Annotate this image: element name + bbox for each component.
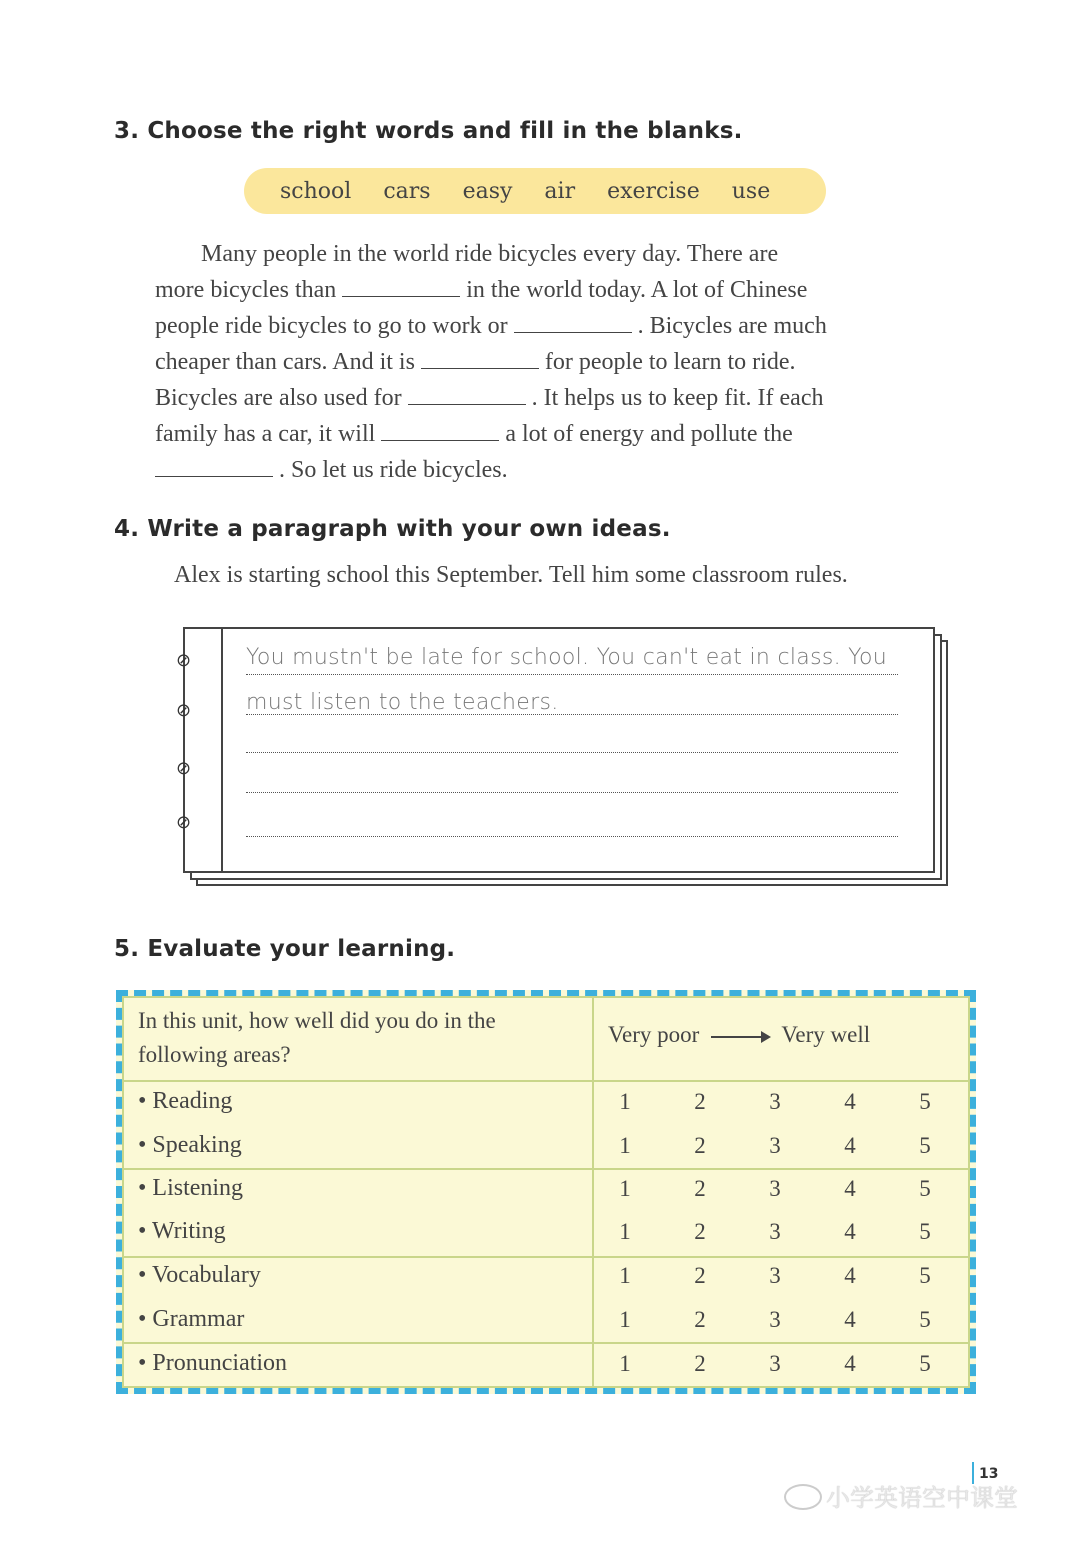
ring-icon: ⊘ [176,758,192,779]
rating-option[interactable]: 1 [619,1307,631,1332]
area-label: • Pronunciation [138,1350,288,1376]
rating-option[interactable]: 3 [769,1219,781,1244]
ring-icon: ⊘ [176,700,192,721]
cloze-text: . It helps us to keep fit. If each [531,385,824,411]
writing-line[interactable] [246,714,898,715]
table-divider [122,1080,970,1082]
answer-text-line-1: You mustn't be late for school. You can't eat in class. You [246,645,887,670]
rating-option[interactable]: 1 [619,1219,631,1244]
rating-option[interactable]: 3 [769,1351,781,1376]
writing-line[interactable] [246,674,898,675]
section3-heading: 3. Choose the right words and fill in the blanks. [114,118,743,144]
arrow-right-icon [711,1036,769,1038]
ring-icon: ⊘ [176,812,192,833]
answer-text-line-2: must listen to the teachers. [246,690,559,715]
rating-row [610,1219,940,1245]
rating-option[interactable]: 1 [619,1176,631,1201]
page-number: 13 [972,1462,998,1484]
rating-option[interactable]: 3 [769,1133,781,1158]
evaluation-question: In this unit, how well did you do in the following areas? [138,1008,496,1067]
area-label: • Writing [138,1218,226,1244]
word-bank-item: exercise [607,178,700,204]
rating-option[interactable]: 1 [619,1133,631,1158]
rating-option[interactable]: 5 [919,1351,931,1376]
cloze-text: . Bicycles are much [637,313,827,339]
rating-row [610,1351,940,1377]
table-divider [122,1342,970,1344]
rating-option[interactable]: 2 [694,1219,706,1244]
rating-option[interactable]: 4 [844,1263,856,1288]
section4-intro: Alex is starting school this September. Tell him some classroom rules. [174,562,848,588]
rating-option[interactable]: 3 [769,1307,781,1332]
rating-option[interactable]: 1 [619,1089,631,1114]
section4-heading: 4. Write a paragraph with your own ideas. [114,516,671,542]
rating-scale-header [608,1022,870,1048]
rating-option[interactable]: 4 [844,1089,856,1114]
word-bank-item: easy [462,178,513,204]
rating-option[interactable]: 1 [619,1263,631,1288]
rating-option[interactable]: 5 [919,1219,931,1244]
word-bank-item: school [280,178,352,204]
rating-option[interactable]: 2 [694,1176,706,1201]
rating-option[interactable]: 4 [844,1133,856,1158]
ring-icon: ⊘ [176,650,192,671]
cloze-text: a lot of energy and pollute the [505,421,793,447]
rating-option[interactable]: 2 [694,1307,706,1332]
blank-2[interactable] [514,310,632,333]
writing-line[interactable] [246,792,898,793]
rating-option[interactable]: 4 [844,1219,856,1244]
blank-3[interactable] [421,346,539,369]
rating-option[interactable]: 2 [694,1089,706,1114]
scale-low-label: Very poor [608,1022,700,1047]
area-label: • Speaking [138,1132,242,1158]
cloze-text: more bicycles than [155,277,337,303]
cloze-text: . So let us ride bicycles. [279,457,508,483]
cloze-text: Many people in the world ride bicycles every day. There are [201,241,779,267]
cloze-text: Bicycles are also used for [155,385,402,411]
rating-option[interactable]: 2 [694,1133,706,1158]
area-label: • Grammar [138,1306,245,1332]
rating-option[interactable]: 5 [919,1089,931,1114]
scale-high-label: Very well [781,1022,871,1047]
table-divider [592,996,594,1388]
wechat-icon [784,1484,822,1510]
cloze-text: people ride bicycles to go to work or [155,313,508,339]
cloze-paragraph [155,236,935,488]
cloze-text: family has a car, it will [155,421,376,447]
area-label: • Reading [138,1088,233,1114]
rating-option[interactable]: 2 [694,1263,706,1288]
cloze-text: cheaper than cars. And it is [155,349,415,375]
rating-row [610,1263,940,1289]
area-label: • Vocabulary [138,1262,261,1288]
writing-line[interactable] [246,752,898,753]
rating-row [610,1307,940,1333]
rating-option[interactable]: 3 [769,1263,781,1288]
blank-4[interactable] [408,382,526,405]
table-divider [122,1256,970,1258]
rating-option[interactable]: 5 [919,1133,931,1158]
rating-option[interactable]: 2 [694,1351,706,1376]
rating-option[interactable]: 5 [919,1263,931,1288]
word-bank-item: cars [383,178,431,204]
watermark: 小学英语空中课堂 [826,1484,1018,1512]
word-bank-item: air [544,178,576,204]
rating-row [610,1176,940,1202]
blank-6[interactable] [155,454,273,477]
section5-heading: 5. Evaluate your learning. [114,936,456,962]
blank-1[interactable] [342,274,460,297]
rating-row [610,1133,940,1159]
rating-option[interactable]: 1 [619,1351,631,1376]
writing-line[interactable] [246,836,898,837]
rating-option[interactable]: 5 [919,1176,931,1201]
cloze-text: in the world today. A lot of Chinese [466,277,808,303]
rating-option[interactable]: 3 [769,1089,781,1114]
rating-option[interactable]: 5 [919,1307,931,1332]
word-bank-item: use [731,178,771,204]
notebook-margin-line [221,627,223,871]
area-label: • Listening [138,1175,244,1201]
table-divider [122,1168,970,1170]
rating-option[interactable]: 4 [844,1176,856,1201]
blank-5[interactable] [381,418,499,441]
rating-option[interactable]: 4 [844,1307,856,1332]
word-bank [244,168,826,214]
rating-row [610,1089,940,1115]
rating-option[interactable]: 3 [769,1176,781,1201]
rating-option[interactable]: 4 [844,1351,856,1376]
cloze-text: for people to learn to ride. [544,349,796,375]
